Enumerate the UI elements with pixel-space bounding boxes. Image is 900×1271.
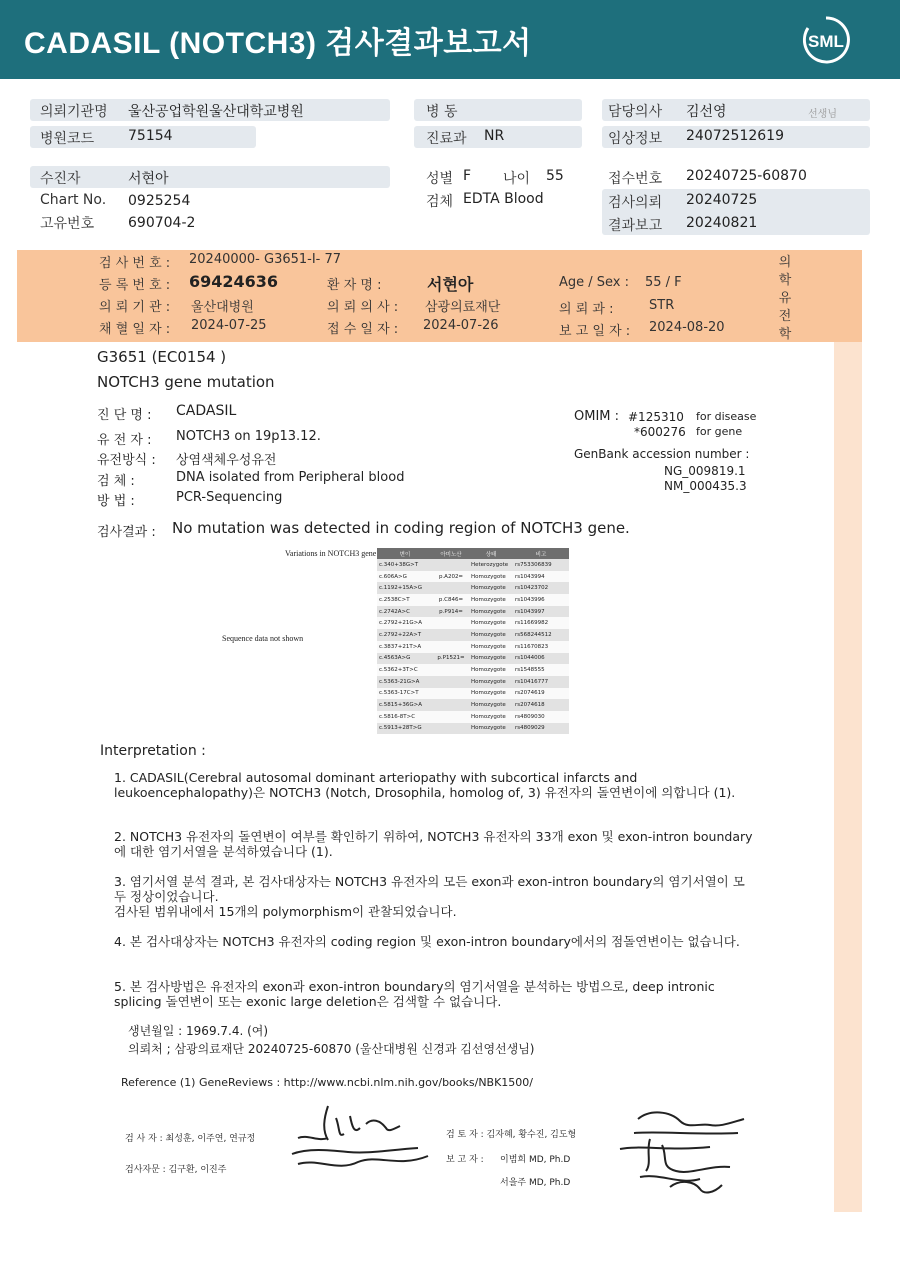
vertical-char: 학 bbox=[778, 327, 792, 342]
org-value: 울산대병원 bbox=[191, 300, 254, 315]
patient-label: 수진자 bbox=[40, 171, 81, 187]
unique-no-value: 690704-2 bbox=[128, 215, 196, 231]
variations-caption: Variations in NOTCH3 gene bbox=[285, 549, 377, 558]
gene-label: 유 전 자 : bbox=[97, 433, 152, 448]
table-cell: rs2074619 bbox=[513, 688, 569, 700]
table-cell bbox=[433, 711, 469, 723]
table-cell: Heterozygote bbox=[469, 559, 513, 571]
department-label: 진료과 bbox=[426, 131, 467, 147]
clinical-info-label: 임상정보 bbox=[608, 131, 663, 147]
table-row bbox=[377, 723, 569, 735]
table-cell: rs1043994 bbox=[513, 571, 569, 583]
col-header: 아미노산 bbox=[433, 548, 469, 559]
age-sex-label: Age / Sex : bbox=[559, 275, 630, 290]
hospital-code-value: 75154 bbox=[128, 128, 173, 144]
diagnosis-value: CADASIL bbox=[176, 403, 237, 419]
genbank-2: NM_000435.3 bbox=[664, 479, 747, 493]
physician-label: 담당의사 bbox=[608, 104, 663, 120]
table-cell bbox=[433, 688, 469, 700]
doctor-label: 의 뢰 의 사 : bbox=[327, 300, 399, 315]
table-cell: p.P1521= bbox=[433, 653, 469, 665]
table-cell: c.606A>G bbox=[377, 571, 433, 583]
table-cell: c.5913+28T>G bbox=[377, 723, 433, 735]
svg-text:SML: SML bbox=[808, 32, 844, 51]
table-cell: c.5816-8T>C bbox=[377, 711, 433, 723]
table-row bbox=[377, 571, 569, 583]
report-date-value: 20240821 bbox=[686, 215, 758, 231]
report-date-value: 2024-08-20 bbox=[649, 320, 725, 335]
physician-suffix: 선생님 bbox=[808, 109, 837, 120]
receipt-no-value: 20240725-60870 bbox=[686, 168, 807, 184]
diagnosis-label: 진 단 명 : bbox=[97, 408, 152, 423]
table-cell: Homozygote bbox=[469, 653, 513, 665]
table-cell bbox=[433, 676, 469, 688]
table-cell: rs11670823 bbox=[513, 641, 569, 653]
table-cell: rs1043996 bbox=[513, 594, 569, 606]
reporter-label: 보 고 자 : bbox=[446, 1155, 484, 1165]
receipt-date-value: 2024-07-26 bbox=[423, 318, 499, 333]
unique-no-label: 고유번호 bbox=[40, 216, 95, 232]
table-row bbox=[377, 629, 569, 641]
patient-name-label: 환 자 명 : bbox=[327, 278, 382, 293]
table-cell: p.A202= bbox=[433, 571, 469, 583]
interpretation-para-4: 4. 본 검사대상자는 NOTCH3 유전자의 coding region 및 exon-intron boundary에서의 점돌연변이는 없습니다. bbox=[114, 934, 740, 949]
test-code: G3651 (EC0154 ) bbox=[97, 348, 227, 366]
sml-logo bbox=[800, 14, 852, 66]
reporter-2: 서을주 MD, Ph.D bbox=[500, 1178, 571, 1188]
table-row bbox=[377, 699, 569, 711]
table-cell: rs10416777 bbox=[513, 676, 569, 688]
patient-name-value: 서현아 bbox=[427, 275, 474, 294]
vertical-dept-label bbox=[777, 254, 793, 344]
department-value: NR bbox=[484, 128, 505, 144]
ordering-org-value: 울산공업학원울산대학교병원 bbox=[128, 104, 304, 120]
interpretation-para-3b: 검사된 범위내에서 15개의 polymorphism이 관찰되었습니다. bbox=[114, 904, 457, 919]
table-cell: rs1548555 bbox=[513, 664, 569, 676]
table-cell bbox=[433, 641, 469, 653]
table-cell: Homozygote bbox=[469, 688, 513, 700]
advisor-line: 검사자문 : 김구환, 이진주 bbox=[125, 1165, 227, 1175]
reporter-1: 이범희 MD, Ph.D bbox=[500, 1155, 571, 1165]
table-row bbox=[377, 676, 569, 688]
table-cell bbox=[433, 723, 469, 735]
reviewer-signature bbox=[610, 1105, 750, 1200]
birthdate-line: 생년월일 : 1969.7.4. (여) bbox=[128, 1024, 269, 1038]
omim-disease: #125310 bbox=[628, 410, 684, 424]
method-value: PCR-Sequencing bbox=[176, 490, 283, 505]
table-cell: Homozygote bbox=[469, 723, 513, 735]
table-row bbox=[377, 641, 569, 653]
table-cell: Homozygote bbox=[469, 629, 513, 641]
col-header: 비고 bbox=[513, 548, 569, 559]
table-cell bbox=[433, 629, 469, 641]
table-row bbox=[377, 688, 569, 700]
table-row bbox=[377, 582, 569, 594]
table-cell: c.2792+21G>A bbox=[377, 617, 433, 629]
table-cell bbox=[433, 664, 469, 676]
table-cell: rs11669982 bbox=[513, 617, 569, 629]
report-date-label: 결과보고 bbox=[608, 218, 663, 234]
result-text: No mutation was detected in coding region of NOTCH3 gene. bbox=[172, 519, 630, 537]
chart-no-label: Chart No. bbox=[40, 192, 107, 208]
interpretation-title: Interpretation : bbox=[100, 743, 206, 759]
patient-value: 서현아 bbox=[128, 171, 169, 187]
table-cell: c.3837+21T>A bbox=[377, 641, 433, 653]
table-cell: Homozygote bbox=[469, 711, 513, 723]
age-sex-value: 55 / F bbox=[645, 275, 682, 290]
table-cell: p.P914= bbox=[433, 606, 469, 618]
table-cell: rs10423702 bbox=[513, 582, 569, 594]
vertical-char: 학 bbox=[778, 273, 792, 288]
specimen-value-2: DNA isolated from Peripheral blood bbox=[176, 470, 405, 485]
vertical-char: 전 bbox=[778, 309, 792, 324]
dept-value: STR bbox=[649, 298, 675, 313]
requester-line: 의뢰처 ; 삼광의료재단 20240725-60870 (울산대병원 신경과 김선영선생님) bbox=[128, 1042, 535, 1056]
tester-signature bbox=[288, 1098, 438, 1178]
specimen-label: 검체 bbox=[426, 194, 454, 210]
table-row bbox=[377, 653, 569, 665]
table-row bbox=[377, 606, 569, 618]
table-cell: c.5363-21G>A bbox=[377, 676, 433, 688]
reg-no-label: 등 록 번 호 : bbox=[99, 278, 171, 293]
table-cell: Homozygote bbox=[469, 641, 513, 653]
table-cell: rs4809030 bbox=[513, 711, 569, 723]
collect-date-label: 채 혈 일 자 : bbox=[99, 322, 171, 337]
col-header: 변이 bbox=[377, 548, 433, 559]
table-cell: Homozygote bbox=[469, 571, 513, 583]
omim-disease-note: for disease bbox=[696, 410, 757, 423]
table-row bbox=[377, 617, 569, 629]
reference-line: Reference (1) GeneReviews : http://www.ncbi.nlm.nih.gov/books/NBK1500/ bbox=[121, 1076, 534, 1089]
org-label: 의 뢰 기 관 : bbox=[99, 300, 171, 315]
col-header: 상태 bbox=[469, 548, 513, 559]
request-date-value: 20240725 bbox=[686, 192, 758, 208]
genbank-label: GenBank accession number : bbox=[574, 447, 750, 461]
table-cell bbox=[433, 582, 469, 594]
inheritance-value: 상염색체우성유전 bbox=[176, 453, 277, 468]
sex-label: 성별 bbox=[426, 171, 454, 187]
result-label: 검사결과 : bbox=[97, 525, 156, 540]
vertical-char: 의 bbox=[778, 255, 792, 270]
table-cell bbox=[433, 617, 469, 629]
page-header bbox=[0, 0, 900, 79]
table-cell: Homozygote bbox=[469, 582, 513, 594]
table-cell: p.C846= bbox=[433, 594, 469, 606]
page-title: CADASIL (NOTCH3) 검사결과보고서 bbox=[24, 27, 532, 60]
table-cell: c.340+38G>T bbox=[377, 559, 433, 571]
omim-gene-note: for gene bbox=[696, 425, 743, 438]
interpretation-para-1: 1. CADASIL(Cerebral autosomal dominant arteriopathy with subcortical infarcts and leukoencephalopathy)은 NOTCH3 (Notch, Drosophila, homolog of, 3) 유전자의 돌연변이에 의합니다 (1). bbox=[114, 770, 736, 800]
table-cell: rs753306839 bbox=[513, 559, 569, 571]
interpretation-para-5: 5. 본 검사방법은 유전자의 exon과 exon-intron boundary의 염기서열을 분석하는 방법으로, deep intronic splicing 돌연변이 또는 exonic large deletion은 검색할 수 없습니다. bbox=[114, 979, 715, 1009]
ordering-org-label: 의뢰기관명 bbox=[40, 104, 108, 120]
chart-no-value: 0925254 bbox=[128, 193, 191, 209]
table-cell: rs568244512 bbox=[513, 629, 569, 641]
table-row bbox=[377, 711, 569, 723]
table-cell: c.5815+36G>A bbox=[377, 699, 433, 711]
report-side-strip bbox=[834, 342, 862, 1212]
table-cell: rs2074618 bbox=[513, 699, 569, 711]
table-cell: Homozygote bbox=[469, 606, 513, 618]
dept-label: 의 뢰 과 : bbox=[559, 302, 614, 317]
clinical-info-value: 24072512619 bbox=[686, 128, 784, 144]
receipt-date-label: 접 수 일 자 : bbox=[327, 322, 399, 337]
collect-date-value: 2024-07-25 bbox=[191, 318, 267, 333]
genbank-1: NG_009819.1 bbox=[664, 464, 746, 478]
doctor-value: 삼광의료재단 bbox=[425, 300, 501, 315]
table-cell: rs1043997 bbox=[513, 606, 569, 618]
table-cell bbox=[433, 559, 469, 571]
age-label: 나이 bbox=[503, 171, 531, 187]
table-cell: c.5363-17C>T bbox=[377, 688, 433, 700]
table-row bbox=[377, 559, 569, 571]
table-cell: c.2742A>C bbox=[377, 606, 433, 618]
table-cell: Homozygote bbox=[469, 664, 513, 676]
table-cell bbox=[433, 699, 469, 711]
table-cell: c.2792+22A>T bbox=[377, 629, 433, 641]
ward-label: 병 동 bbox=[426, 104, 458, 120]
sequence-note: Sequence data not shown bbox=[222, 634, 304, 643]
test-no-value: 20240000- G3651-I- 77 bbox=[189, 252, 342, 267]
variations-header-row bbox=[377, 548, 569, 559]
omim-label: OMIM : bbox=[574, 409, 620, 424]
sex-value: F bbox=[463, 168, 472, 184]
reviewer-line: 검 토 자 : 김자혜, 황수진, 김도형 bbox=[446, 1130, 577, 1140]
table-cell: c.5362+3T>C bbox=[377, 664, 433, 676]
test-name: NOTCH3 gene mutation bbox=[97, 373, 275, 391]
table-cell: Homozygote bbox=[469, 617, 513, 629]
interpretation-para-2: 2. NOTCH3 유전자의 돌연변이 여부를 확인하기 위하여, NOTCH3 유전자의 33개 exon 및 exon-intron boundary에 대한 염기서열을 분석하였습니다 (1). bbox=[114, 829, 753, 859]
inheritance-label: 유전방식 : bbox=[97, 453, 156, 468]
info-box-patient bbox=[30, 166, 390, 188]
specimen-label-2: 검 체 : bbox=[97, 474, 135, 489]
table-cell: Homozygote bbox=[469, 594, 513, 606]
table-cell: Homozygote bbox=[469, 676, 513, 688]
table-cell: rs1044006 bbox=[513, 653, 569, 665]
table-row bbox=[377, 594, 569, 606]
table-cell: Homozygote bbox=[469, 699, 513, 711]
physician-value: 김선영 bbox=[686, 104, 727, 120]
receipt-no-label: 접수번호 bbox=[608, 171, 663, 187]
table-row bbox=[377, 664, 569, 676]
interpretation-para-3: 3. 염기서열 분석 결과, 본 검사대상자는 NOTCH3 유전자의 모든 exon과 exon-intron boundary의 염기서열이 모두 정상이었습니다. bbox=[114, 874, 745, 904]
reg-no-value: 69424636 bbox=[189, 272, 279, 291]
age-value: 55 bbox=[546, 168, 564, 184]
request-date-label: 검사의뢰 bbox=[608, 195, 663, 211]
report-date-label: 보 고 일 자 : bbox=[559, 324, 631, 339]
table-cell: c.1192+15A>G bbox=[377, 582, 433, 594]
tester-line: 검 사 자 : 최성훈, 이주연, 연규정 bbox=[125, 1134, 256, 1144]
vertical-char: 유 bbox=[778, 291, 792, 306]
hospital-code-label: 병원코드 bbox=[40, 131, 95, 147]
table-cell: c.4563A>G bbox=[377, 653, 433, 665]
table-cell: rs4809029 bbox=[513, 723, 569, 735]
gene-value: NOTCH3 on 19p13.12. bbox=[176, 429, 321, 444]
variations-table bbox=[377, 548, 569, 734]
omim-gene: *600276 bbox=[634, 425, 686, 439]
method-label: 방 법 : bbox=[97, 494, 135, 509]
table-cell: c.2538C>T bbox=[377, 594, 433, 606]
specimen-value: EDTA Blood bbox=[463, 191, 544, 207]
test-no-label: 검 사 번 호 : bbox=[99, 256, 171, 271]
